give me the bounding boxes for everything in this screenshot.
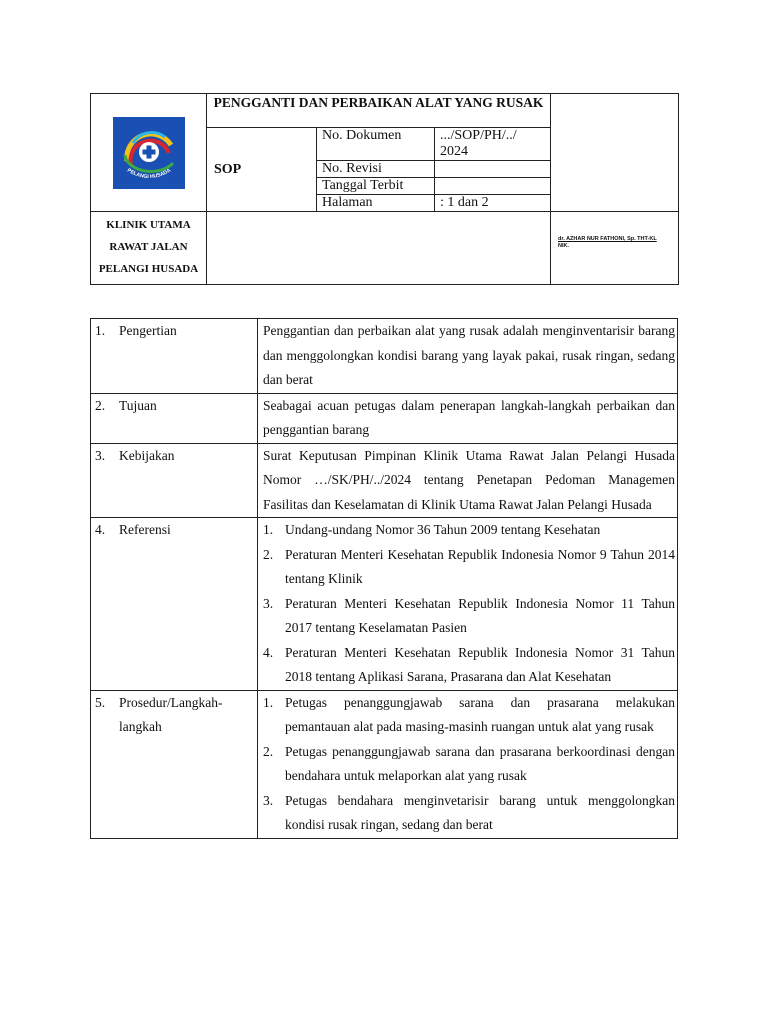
- header-table: [90, 93, 679, 285]
- clinic-name-line: KLINIK UTAMA: [106, 219, 191, 231]
- section-label-cell: [91, 393, 258, 443]
- sop-content-table: [90, 318, 678, 839]
- list-item: 2. Petugas penanggungjawab sarana dan prasarana berkoordinasi dengan bendahara untuk melaporkan alat yang rusak: [263, 743, 675, 783]
- list-item-text: Petugas penanggungjawab sarana dan prasarana melakukan pemantauan alat pada masing-masinh ruangan untuk alat yang rusak: [285, 694, 675, 734]
- meta-value-no-dokumen: .../SOP/PH/../ 2024: [435, 128, 551, 161]
- clinic-name-line: PELANGI HUSADA: [98, 263, 199, 275]
- section-row-pengertian: [91, 319, 678, 394]
- section-text: Penggantian dan perbaikan alat yang rusak adalah menginventarisir barang dan menggolongkan kondisi barang yang layak pakai, rusak ringan, sedang dan berat: [258, 319, 678, 394]
- section-row-prosedur: [91, 690, 678, 838]
- section-label: Kebijakan: [119, 447, 175, 463]
- section-list-cell: [258, 690, 678, 838]
- section-text: Surat Keputusan Pimpinan Klinik Utama Rawat Jalan Pelangi Husada Nomor …/SK/PH/../2024 tentang Penetapan Pedoman Managemen Fasilitas dan Keselamatan di Klinik Utama Rawat Jalan Pelangi Husada: [258, 443, 678, 518]
- list-item: 1. Petugas penanggungjawab sarana dan prasarana melakukan pemantauan alat pada masing-masinh ruangan untuk alat yang rusak: [263, 694, 675, 734]
- procedure-list: [263, 691, 675, 838]
- list-item-text: Peraturan Menteri Kesehatan Republik Indonesia Nomor 9 Tahun 2014 tentang Klinik: [285, 546, 675, 586]
- list-item-text: Petugas penanggungjawab sarana dan prasarana berkoordinasi dengan bendahara untuk melaporkan alat yang rusak: [285, 743, 675, 783]
- list-item-text: Peraturan Menteri Kesehatan Republik Indonesia Nomor 11 Tahun 2017 tentang Keselamatan Pasien: [285, 595, 675, 635]
- list-item: 1. Undang-undang Nomor 36 Tahun 2009 tentang Kesehatan: [263, 522, 601, 537]
- pelangi-husada-logo-icon: [113, 117, 185, 189]
- section-row-referensi: [91, 518, 678, 691]
- reference-list: [263, 518, 675, 690]
- meta-value-no-revisi: [435, 161, 551, 178]
- section-number: 4.: [95, 522, 106, 537]
- section-number: 2.: [95, 397, 106, 413]
- meta-value-tanggal-terbit: [435, 178, 551, 195]
- section-label: Prosedur/Langkah-langkah: [119, 694, 223, 734]
- section-number: 1.: [95, 323, 106, 338]
- section-label-cell: [91, 443, 258, 518]
- list-item: 4. Peraturan Menteri Kesehatan Republik Indonesia Nomor 31 Tahun 2018 tentang Aplikasi Sarana, Prasarana dan Alat Kesehatan: [263, 644, 675, 684]
- meta-label-halaman: Halaman: [317, 195, 435, 212]
- approval-stamp-cell: [551, 94, 679, 212]
- section-row-tujuan: [91, 393, 678, 443]
- clinic-logo: [113, 117, 185, 189]
- section-number: 5.: [95, 694, 106, 710]
- meta-label-no-revisi: No. Revisi: [317, 161, 435, 178]
- logo-cell: [91, 94, 207, 212]
- section-row-kebijakan: [91, 443, 678, 518]
- list-item: 3. Peraturan Menteri Kesehatan Republik Indonesia Nomor 11 Tahun 2017 tentang Keselamatan Pasien: [263, 595, 675, 635]
- meta-label-tanggal-terbit: Tanggal Terbit: [317, 178, 435, 195]
- list-item-text: Undang-undang Nomor 36 Tahun 2009 tentang Kesehatan: [285, 522, 601, 537]
- meta-value-halaman: : 1 dan 2: [435, 195, 551, 212]
- meta-label-no-dokumen: No. Dokumen: [317, 128, 435, 161]
- signer-nik: NIK.: [558, 243, 570, 249]
- section-label-cell: [91, 518, 258, 691]
- clinic-name-line: RAWAT JALAN: [109, 241, 188, 253]
- section-number: 3.: [95, 447, 106, 463]
- section-label-cell: [91, 690, 258, 838]
- logo-text: PELANGI HUSADA: [125, 167, 172, 180]
- section-label: Pengertian: [119, 323, 177, 338]
- list-item-text: Petugas bendahara menginvetarisir barang untuk menggolongkan kondisi rusak ringan, sedang dan berat: [285, 792, 675, 832]
- blank-signature-area: [207, 212, 551, 285]
- section-label: Referensi: [119, 522, 171, 537]
- document-title: PENGGANTI DAN PERBAIKAN ALAT YANG RUSAK: [207, 94, 551, 128]
- list-item: 2. Peraturan Menteri Kesehatan Republik Indonesia Nomor 9 Tahun 2014 tentang Klinik: [263, 546, 675, 586]
- section-label: Tujuan: [119, 397, 157, 413]
- section-label-cell: [91, 319, 258, 394]
- list-item-text: Peraturan Menteri Kesehatan Republik Indonesia Nomor 31 Tahun 2018 tentang Aplikasi Sarana, Prasarana dan Alat Kesehatan: [285, 644, 675, 684]
- doc-type: SOP: [207, 128, 317, 212]
- signer-name: dr. AZHAR NUR FATHONI, Sp. THT-KL: [558, 236, 657, 242]
- signature-cell: [551, 212, 679, 285]
- list-item: 3. Petugas bendahara menginvetarisir barang untuk menggolongkan kondisi rusak ringan, sedang dan berat: [263, 792, 675, 832]
- clinic-name-cell: [91, 212, 207, 285]
- section-text: Seabagai acuan petugas dalam penerapan langkah-langkah perbaikan dan penggantian barang: [258, 393, 678, 443]
- section-list-cell: [258, 518, 678, 691]
